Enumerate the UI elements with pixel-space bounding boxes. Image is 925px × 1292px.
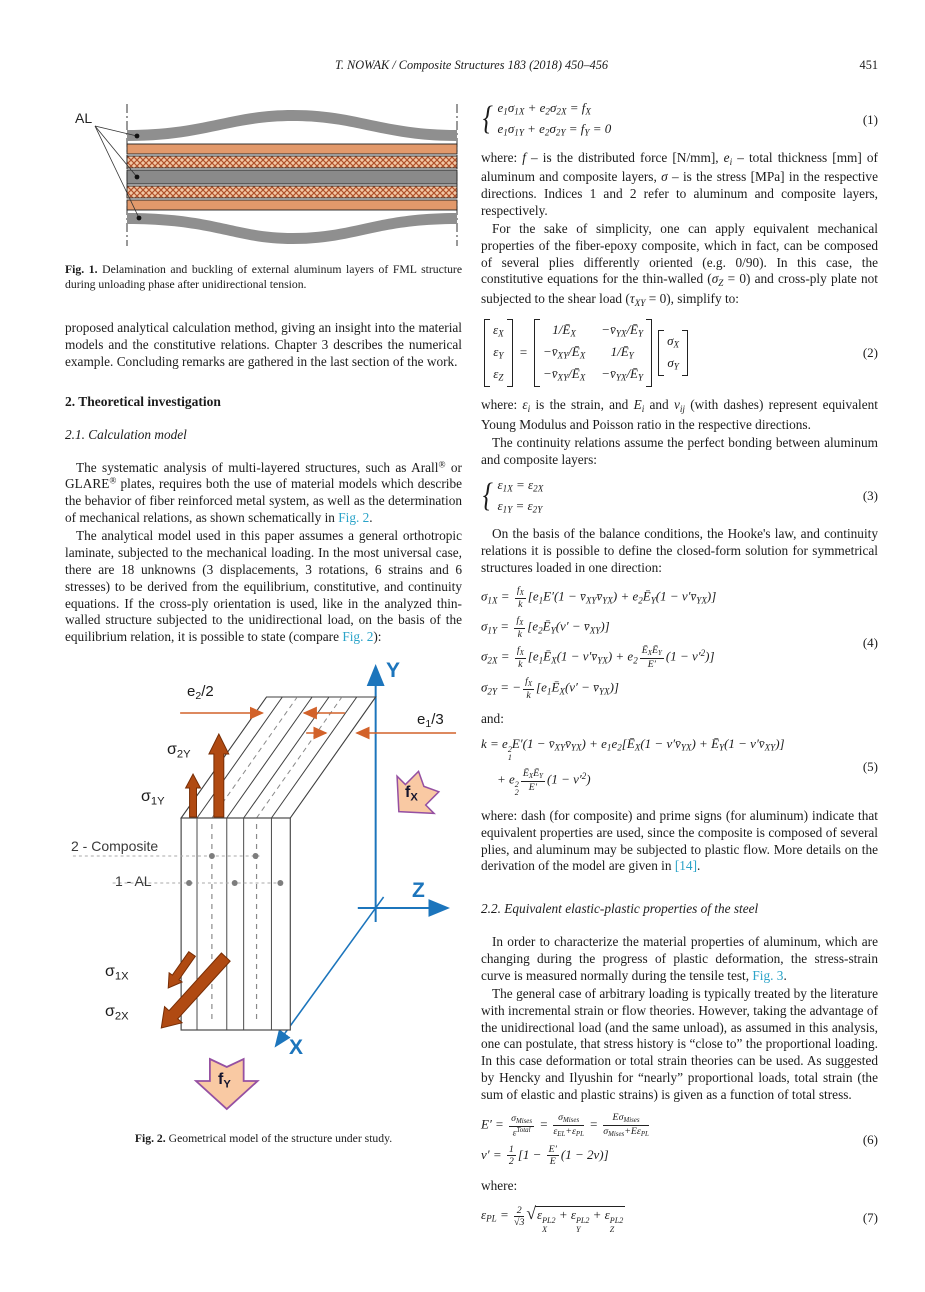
left-column: [65, 100, 462, 1244]
sigma-2x-label: $\sigma_{2X}$: [105, 1003, 129, 1023]
fml-delamination-diagram: [65, 100, 462, 250]
z-axis-label: Z: [412, 879, 425, 903]
equation-2-body: $\varepsilon_X$ $\varepsilon_Y$ $\varepsilon_Z$ = $1/Ē_X$ $-v̄_{YX}/Ē_Y$ $-v̄_{XY}/Ē_X$ $1/Ē_Y$ $-v̄_{XY}/Ē_X$ $-v̄_{YX}/Ē_Y$ $\sigma_X$ $\sigma_Y$: [481, 319, 855, 388]
figure1-caption-text: Delamination and buckling of external aluminum layers of FML structure during unloading phase after unidirectional tension.: [65, 263, 463, 292]
figure1-caption-tag: Fig. 1.: [65, 263, 98, 276]
paragraph-where-3: where: dash (for composite) and prime signs (for aluminum) indicate that equivalent properties are used, since the composite is composed of several plies, and aluminum may be subjected to plastic flow. More details on the derivation of the model are given in [14].: [481, 807, 878, 874]
y-axis-label: Y: [386, 659, 401, 683]
figure1-caption: [65, 262, 462, 293]
equation-1-number: (1): [862, 111, 878, 127]
equation-7-number: (7): [862, 1210, 878, 1225]
figure1-al-label: AL: [75, 110, 93, 126]
paragraph-intro: proposed analytical calculation method, giving an insight into the material models and the constitutive relations. Chapter 3 describes the numerical example. Concluding remarks are gathered in the last section of the work.: [65, 319, 462, 369]
layer-composite-label: 2 - Composite: [71, 838, 159, 855]
equation-1: [481, 100, 878, 140]
paragraph-continuity: The continuity relations assume the perfect bonding between aluminum and composite layers:: [481, 434, 878, 467]
equation-5: [481, 736, 878, 798]
equation-4-body: $\sigma_{1X}$ = $\frac{f_X}{k}$ [$e_1E'(1$ − $v̄_{XY}v̄_{YX}$) + $e_2Ē_Y(1$ − $v'v̄_{YX}$)] $\sigma_{1Y}$ = $\frac{f_X}{k}$ [$e_2Ē_Y(v'$ − $v̄_{XY}$)] $\sigma_{2X}$ = $\frac{f_X}{k}$ [$e_1Ē_X(1$ − $v'v̄_{YX}) + e_2$ $\frac{Ē_XĒ_Y}{E'}$ $(1 - v'^2)$] $\sigma_{2Y}$ = − $\frac{f_X}{k}$ [$e_1Ē_X(v'$ − $v̄_{YX}$)]: [481, 584, 717, 701]
sigma-2y-label: $\sigma_{2Y}$: [167, 741, 191, 761]
section-21-heading: 2.1. Calculation model: [65, 426, 187, 442]
equation-4: [481, 585, 878, 701]
equation-5-number: (5): [862, 758, 878, 774]
al-layer-dot: [137, 216, 142, 221]
paragraph-where-2: where: $\varepsilon_i$ is the strain, and $E_i$ and $v_{ij}$ (with dashes) represent equivalent Young Modulus and Poisson ratio in the respective directions.: [481, 397, 878, 432]
x-axis-label: X: [289, 1036, 304, 1060]
paragraph-where-1: where: f – is the distributed force [N/mm], $e_i$ – total thickness [mm] of aluminum and composite layers, σ – is the stress [MPa] in the respective directions. Indices 1 and 2 refer to aluminum and composite layers, respectively.: [481, 149, 878, 218]
page-number: 451: [859, 58, 878, 72]
equation-7-body: $\varepsilon_{PL}$ = $\frac{2}{√3}$ √ε PL2 X + ε PL2 Y + ε PL2 Z: [481, 1203, 624, 1234]
e1-third-label: $e_1/3$: [417, 711, 444, 731]
right-column: [481, 100, 878, 1244]
equation-4-number: (4): [862, 634, 878, 650]
section-2-heading: 2. Theoretical investigation: [65, 393, 221, 409]
two-column-body: [65, 100, 878, 1244]
paragraph-where-4: where:: [481, 1177, 518, 1193]
al-layer-dot: [135, 134, 140, 139]
figure2-caption-tag: Fig. 2.: [134, 1132, 166, 1146]
paragraph-and: and:: [481, 711, 504, 727]
equation-5-body: k = e 2 1 $E'(1 - v̄_{XY}v̄_{YX})$ + $e_1e_2[Ē_X(1$ − $v'v̄_{YX}$) + $Ē_Y(1$ − $v'v̄_{XY}$)] + e 2 2 $\frac{Ē_XĒ_Y}{E'}$ $(1 - v'^2)$: [481, 736, 785, 798]
equation-3: [481, 477, 878, 517]
sigma-1y-label: $\sigma_{1Y}$: [141, 788, 165, 808]
x-axis: [276, 897, 383, 1045]
paragraph-calc-model-2: The analytical model used in this paper assumes a general orthotropic laminate, subjected to the mechanical loading. In the most universal case, there are 18 unknowns (3 displacements, 3 rotations, 6 strains and 6 stresses) to be derived from the equilibrium, constitutive, and continuity equations. If the cross-ply orientation is used, like in the analyzed thin-walled structure subjected to the unidirectional load, on the basis of the equilibrium relation, it is possible to state (compare Fig. 2):: [65, 528, 462, 645]
equation-3-body: { $\varepsilon_{1X} = \varepsilon_{2X}$ $\varepsilon_{1Y} = \varepsilon_{2Y}$: [482, 476, 544, 515]
sigma-1x-label: $\sigma_{1X}$: [105, 963, 129, 983]
section-22-heading: 2.2. Equivalent elastic-plastic properties of the steel: [481, 901, 759, 917]
layer-al-label: 1 - AL: [115, 873, 152, 890]
equation-6-body: E′ = $\frac{\sigma_{Mises}}{\varepsilon^{Total}}$ = $\frac{\sigma_{Mises}}{\varepsilon_{EL}+\varepsilon_{PL}}$ = $\frac{E\sigma_{Mises}}{\sigma_{Mises}+E\varepsilon_{PL}}$ v′ = $\frac{1}{2}$ [1 − $\frac{E'}{E}$ (1 − 2v)]: [481, 1111, 649, 1168]
equation-1-body: { $e_1\sigma_{1X} + e_2\sigma_{2X} = f_X$ $e_1\sigma_{1Y} + e_2\sigma_{2Y} = f_Y = 0$: [482, 100, 612, 138]
page-header: [65, 58, 878, 74]
paragraph-22-1: In order to characterize the material properties of aluminum, which are changing during the progress of plastic deformation, the stress-strain curve is measured normally during the tensile test, Fig. 3.: [481, 934, 878, 983]
equation-3-number: (3): [862, 488, 878, 504]
al-layer-dot: [135, 175, 140, 180]
figure2-caption-text: Geometrical model of the structure under study.: [168, 1132, 393, 1146]
figure2-image: [65, 654, 462, 1119]
equation-2: [481, 319, 878, 388]
figure-2: [65, 654, 462, 1146]
equation-6: [481, 1112, 878, 1168]
running-title: T. NOWAK / Composite Structures 183 (2018) 450–456: [334, 58, 609, 72]
paragraph-balance: On the basis of the balance conditions, the Hooke's law, and continuity relations it is possible to define the closed-form solution for symmetrical structures loaded in one direction:: [481, 526, 878, 575]
journal-page: [0, 58, 925, 1292]
equation-7: [481, 1202, 878, 1234]
paragraph-22-2: The general case of arbitrary loading is typically treated by the literature with incremental strain or flow theories. However, taking the advantage of the unidirectional load (and the same unload), as assumed in this analysis, one can postulate, that stress history is “close to” the proportional loading. In this case deformation or total strain theories can be used. As suggested by Hencky and Ilyushin for “nearly” proportional loads, total strain (the sum of elastic and plastic strains) is given as a function of total stress.: [481, 985, 878, 1103]
fx-label: $f_X$: [405, 784, 418, 804]
fy-label: $f_Y$: [218, 1071, 231, 1091]
equation-2-number: (2): [862, 344, 878, 360]
figure-1: [65, 100, 462, 293]
figure2-caption: [65, 1131, 462, 1146]
figure1-image: [65, 100, 462, 250]
paragraph-simplicity: For the sake of simplicity, one can apply equivalent mechanical properties of the fiber-epoxy composite, which in fact, can be composed of several plies differently oriented (e.g. 0/90). In this case, the constitutive equations for the thin-walled $(\sigma_Z = 0)$ and cross-ply plate not subjected to the shear load $(\tau_{XY} = 0)$, simplify to:: [481, 220, 878, 309]
equation-6-number: (6): [862, 1131, 878, 1147]
e2-half-label: $e_2/2$: [187, 683, 214, 703]
paragraph-calc-model-1: The systematic analysis of multi-layered structures, such as Arall® or GLARE® plates, requires both the use of material models which describe the behavior of fiber reinforced metal system, as well as the determination of mechanical relations, as shown schematically in Fig. 2.: [65, 459, 462, 526]
